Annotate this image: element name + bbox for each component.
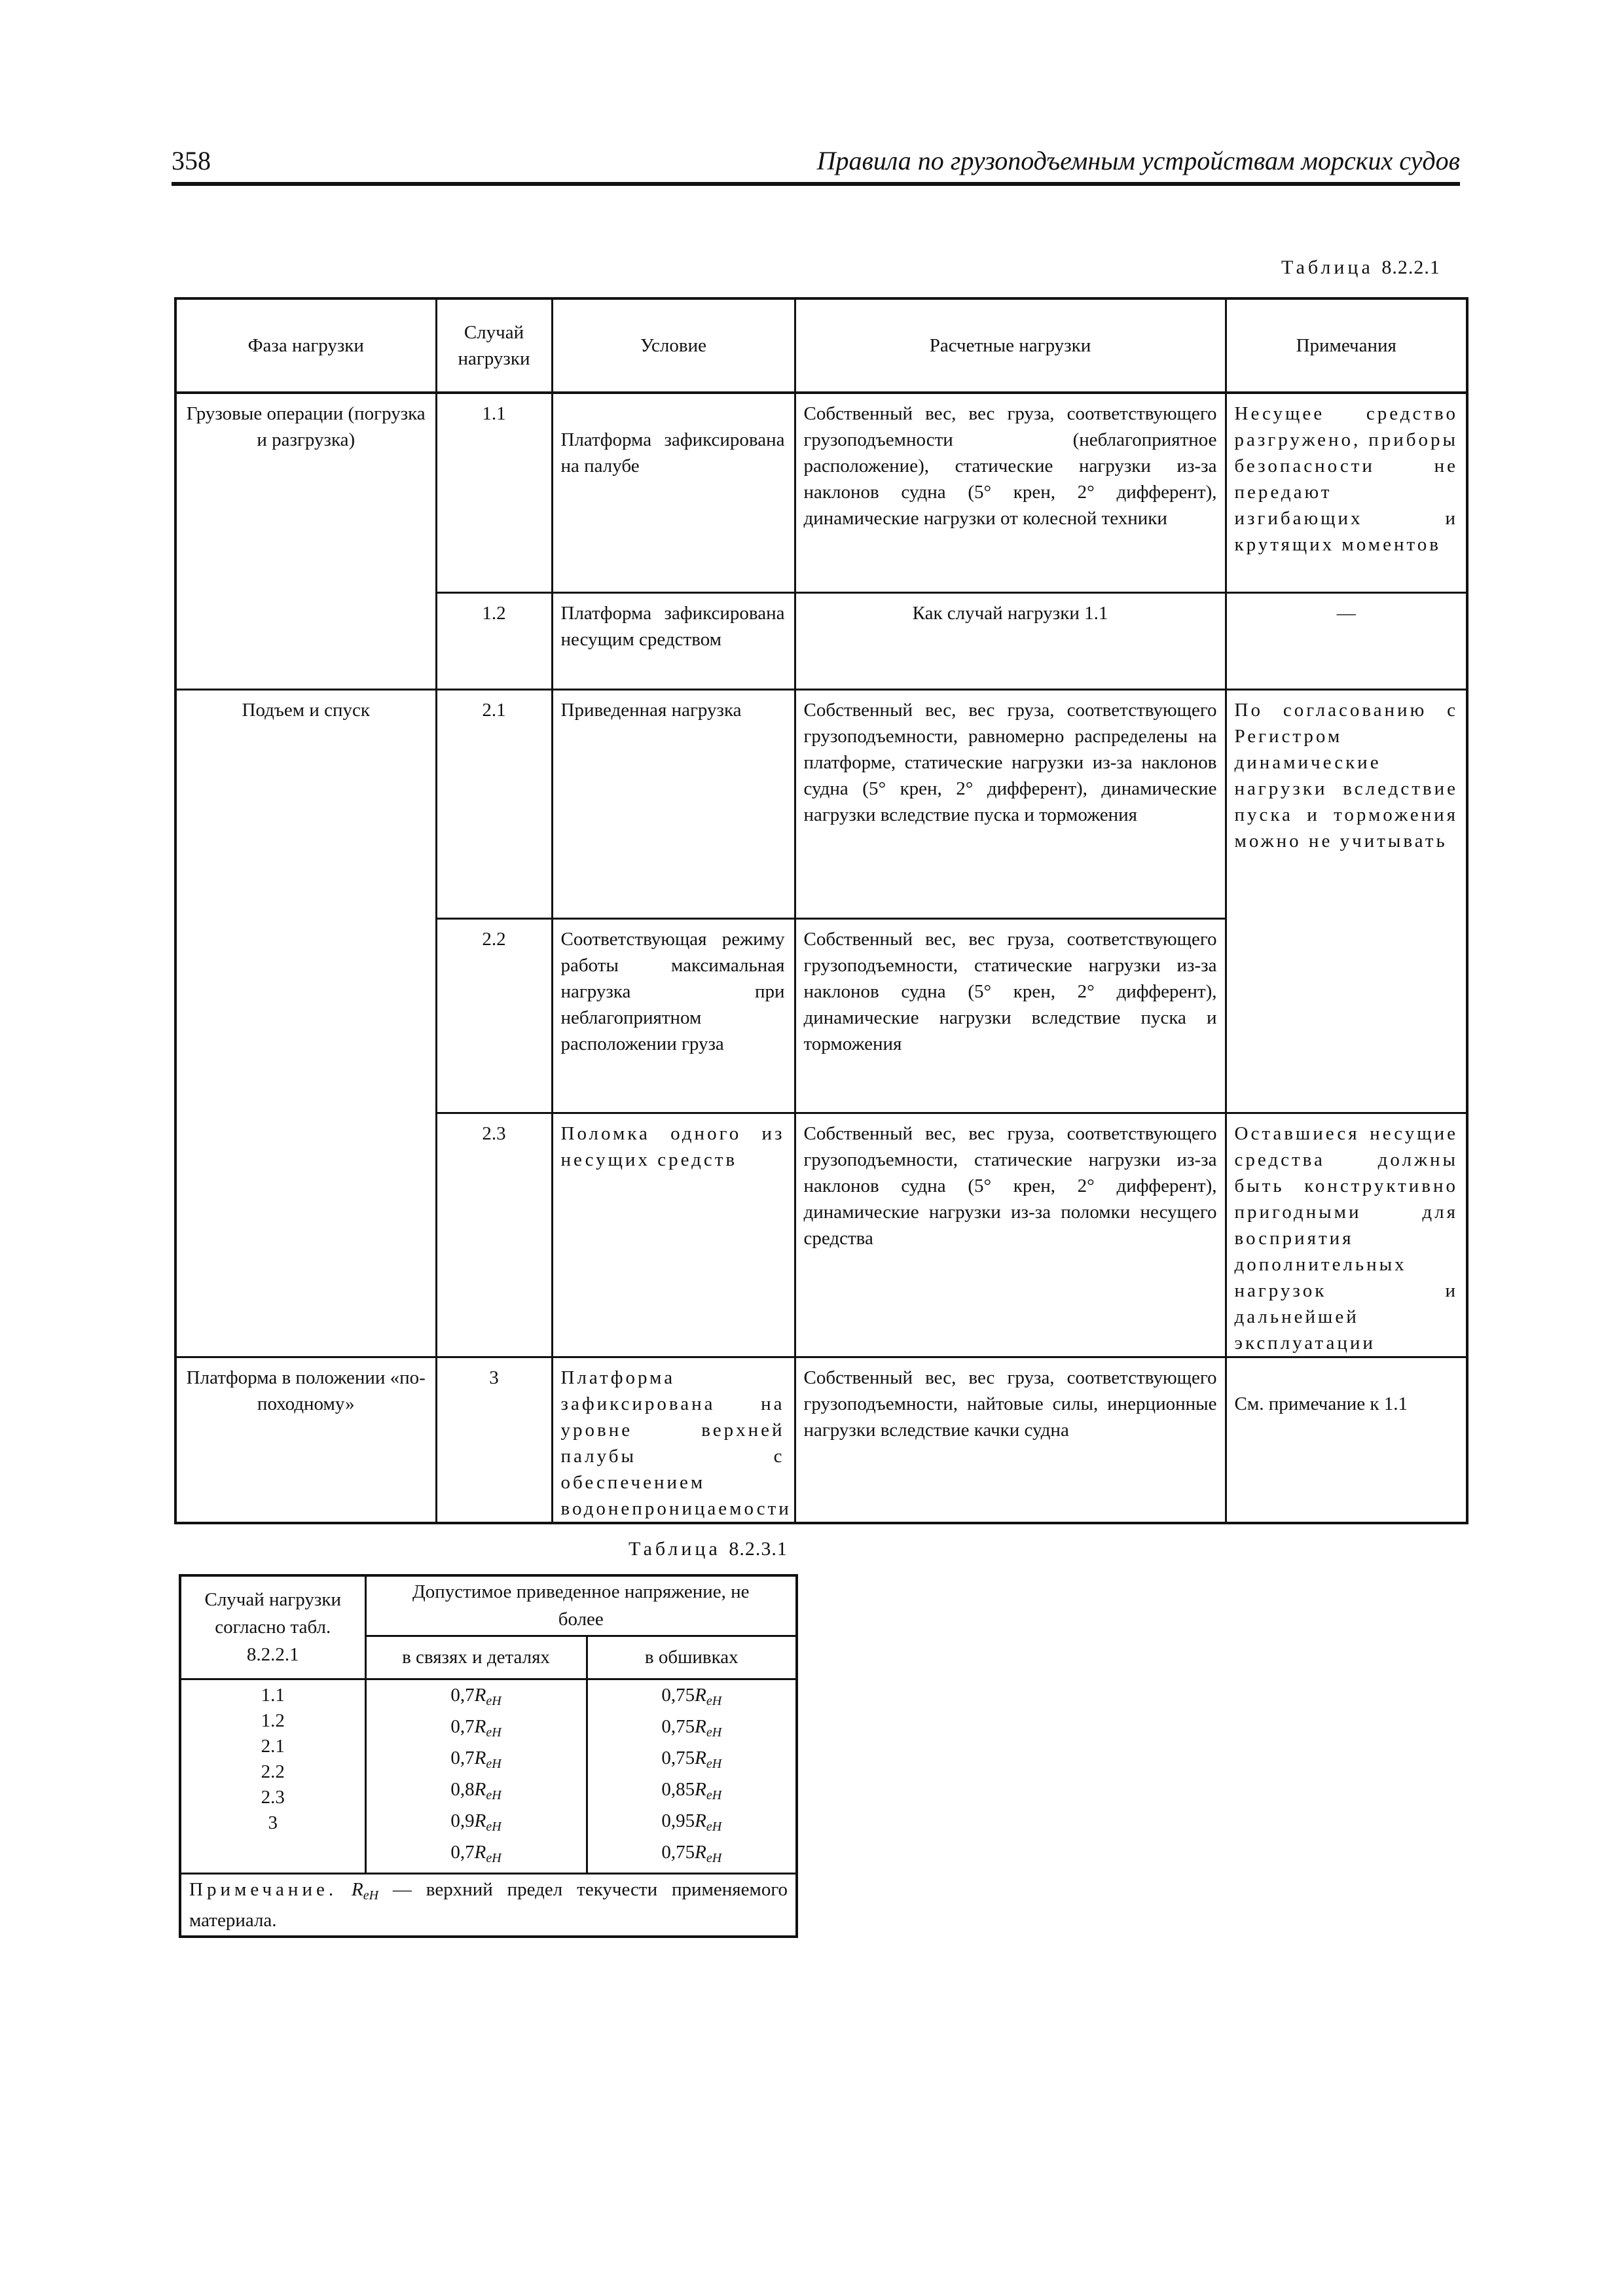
symbol-r: R [474,1747,486,1768]
condition-cell: Платформа зафиксирована на палубе [552,393,795,592]
plating-column [587,1679,797,1873]
links-stress-value [367,1683,586,1714]
symbol-r: R [474,1778,486,1800]
links-stress-value [367,1840,586,1871]
symbol-r: R [695,1810,706,1831]
coefficient: 0,75 [661,1841,695,1863]
symbol-sub: eH [706,1756,722,1771]
loads-cell: Как случай нагрузки 1.1 [795,592,1226,689]
table1-header-row [175,298,1467,393]
symbol-r: R [695,1778,706,1800]
running-title: Правила по грузоподъемным устройствам морских судов [816,146,1460,175]
phase-cell: Грузовые операции (погрузка и разгрузка) [175,393,436,689]
header-load-case: Случай нагрузки согласно табл. 8.2.2.1 [180,1575,365,1679]
table2-note [180,1873,797,1937]
symbol-sub: eH [706,1850,722,1865]
load-case-value: 2.3 [261,1786,285,1808]
phase-cell: Подъем и спуск [175,689,436,1357]
links-column [365,1679,587,1873]
plating-stress-value [588,1777,796,1808]
note-cell: См. примечание к 1.1 [1226,1357,1467,1523]
table-row [175,393,1467,592]
symbol-sub: eH [486,1787,501,1803]
condition-cell: Поломка одного из несущих средств [552,1113,795,1357]
coefficient: 0,7 [450,1684,475,1706]
phase-cell: Платформа в положении «по-походному» [175,1357,436,1523]
case-column [180,1679,365,1873]
header-case: Случай нагрузки [436,298,552,393]
table2-note-row [180,1873,797,1937]
case-cell: 2.3 [436,1113,552,1357]
table-row [175,1357,1467,1523]
case-cell: 2.2 [436,918,552,1113]
plating-stress-value [588,1683,796,1714]
condition-cell: Платформа зафиксирована несущим средством [552,592,795,689]
plating-stress-value [588,1808,796,1840]
note-cell: — [1226,592,1467,689]
header-phase: Фаза нагрузки [175,298,436,393]
condition-cell: Платформа зафиксирована на уровне верхней палубы с обеспечением водонепроницаемости [552,1357,795,1523]
header-notes: Примечания [1226,298,1467,393]
coefficient: 0,75 [661,1684,695,1706]
page-number: 358 [172,146,211,175]
symbol-r: R [474,1684,486,1706]
table2-data-row [180,1679,797,1873]
links-stress-value [367,1808,586,1840]
symbol-sub: eH [363,1888,379,1903]
load-case-value: 1.1 [261,1684,285,1706]
header-plating: в обшивках [587,1636,797,1679]
coefficient: 0,75 [661,1715,695,1737]
coefficient: 0,7 [450,1747,475,1768]
loads-cell: Собственный вес, вес груза, соответствующего грузоподъемности (неблагоприятное расположение), статические нагрузки из-за наклонов судна (5° крен, 2° дифферент), динамические нагрузки от колесной техники [795,393,1226,592]
coefficient: 0,9 [450,1810,475,1831]
note-cell: По согласованию с Регистром динамические нагрузки вследствие пуска и торможения можно не учитывать [1226,689,1467,1113]
condition-cell: Соответствующая режиму работы максимальная нагрузка при неблагоприятном расположении груза [552,918,795,1113]
links-stress-value [367,1746,586,1777]
page-header [172,145,1460,186]
note-cell: Оставшиеся несущие средства должны быть конструктивно пригодными для восприятия дополнительных нагрузок и дальнейшей эксплуатации [1226,1113,1467,1357]
plating-stress-value [588,1746,796,1777]
symbol-sub: eH [706,1693,722,1708]
coefficient: 0,85 [661,1778,695,1800]
symbol-r: R [695,1684,706,1706]
note-cell: Несущее средство разгружено, приборы безопасности не передают изгибающих и крутящих моментов [1226,393,1467,592]
table2-caption: Таблица 8.2.3.1 [629,1538,788,1560]
symbol-r: R [351,1878,363,1900]
header-condition: Условие [552,298,795,393]
case-cell: 3 [436,1357,552,1523]
note-text: — верхний предел текучести применяемого материала. [189,1878,788,1931]
table2-header-row [180,1575,797,1636]
coefficient: 0,95 [661,1810,695,1831]
coefficient: 0,7 [450,1841,475,1863]
loads-cell: Собственный вес, вес груза, соответствующего грузоподъемности, статические нагрузки из-за наклонов судна (5° крен, 2° дифферент), динамические нагрузки из-за поломки несущего средства [795,1113,1226,1357]
plating-stress-value [588,1714,796,1746]
symbol-sub: eH [706,1787,722,1803]
coefficient: 0,7 [450,1715,475,1737]
note-label: Примечание. [189,1878,338,1900]
symbol-r: R [695,1715,706,1737]
symbol-r: R [695,1841,706,1863]
symbol-r: R [695,1747,706,1768]
symbol-r: R [474,1810,486,1831]
coefficient: 0,8 [450,1778,475,1800]
symbol-sub: eH [486,1725,501,1740]
load-case-value: 2.1 [261,1735,285,1757]
symbol-sub: eH [706,1725,722,1740]
case-cell: 2.1 [436,689,552,918]
symbol-sub: eH [486,1693,501,1708]
header-allowable-stress: Допустимое приведенное напряжение, не более [365,1575,797,1636]
header-loads: Расчетные нагрузки [795,298,1226,393]
plating-stress-value [588,1840,796,1871]
symbol-r: R [474,1841,486,1863]
loads-cell: Собственный вес, вес груза, соответствующего грузоподъемности, статические нагрузки из-за наклонов судна (5° крен, 2° дифферент), динамические нагрузки вследствие пуска и торможения [795,918,1226,1113]
symbol-sub: eH [486,1756,501,1771]
links-stress-value [367,1714,586,1746]
load-case-value: 2.2 [261,1761,285,1782]
loads-cell: Собственный вес, вес груза, соответствующего грузоподъемности, равномерно распределены на платформе, статические нагрузки из-за наклонов судна (5° крен, 2° дифферент), динамические нагрузки вследствие пуска и торможения [795,689,1226,918]
case-cell: 1.1 [436,393,552,592]
coefficient: 0,75 [661,1747,695,1768]
load-case-value: 3 [268,1812,278,1833]
symbol-sub: eH [706,1819,722,1834]
loads-cell: Собственный вес, вес груза, соответствующего грузоподъемности, найтовые силы, инерционные нагрузки вследствие качки судна [795,1357,1226,1523]
symbol-sub: eH [486,1819,501,1834]
links-stress-value [367,1777,586,1808]
table-row [175,689,1467,918]
allowable-stress-table [179,1574,798,1938]
symbol-sub: eH [486,1850,501,1865]
load-cases-table [174,297,1468,1524]
table1-caption: Таблица 8.2.2.1 [1281,257,1440,278]
condition-cell: Приведенная нагрузка [552,689,795,918]
header-links-details: в связях и деталях [365,1636,587,1679]
case-cell: 1.2 [436,592,552,689]
symbol-r: R [474,1715,486,1737]
load-case-value: 1.2 [261,1710,285,1731]
